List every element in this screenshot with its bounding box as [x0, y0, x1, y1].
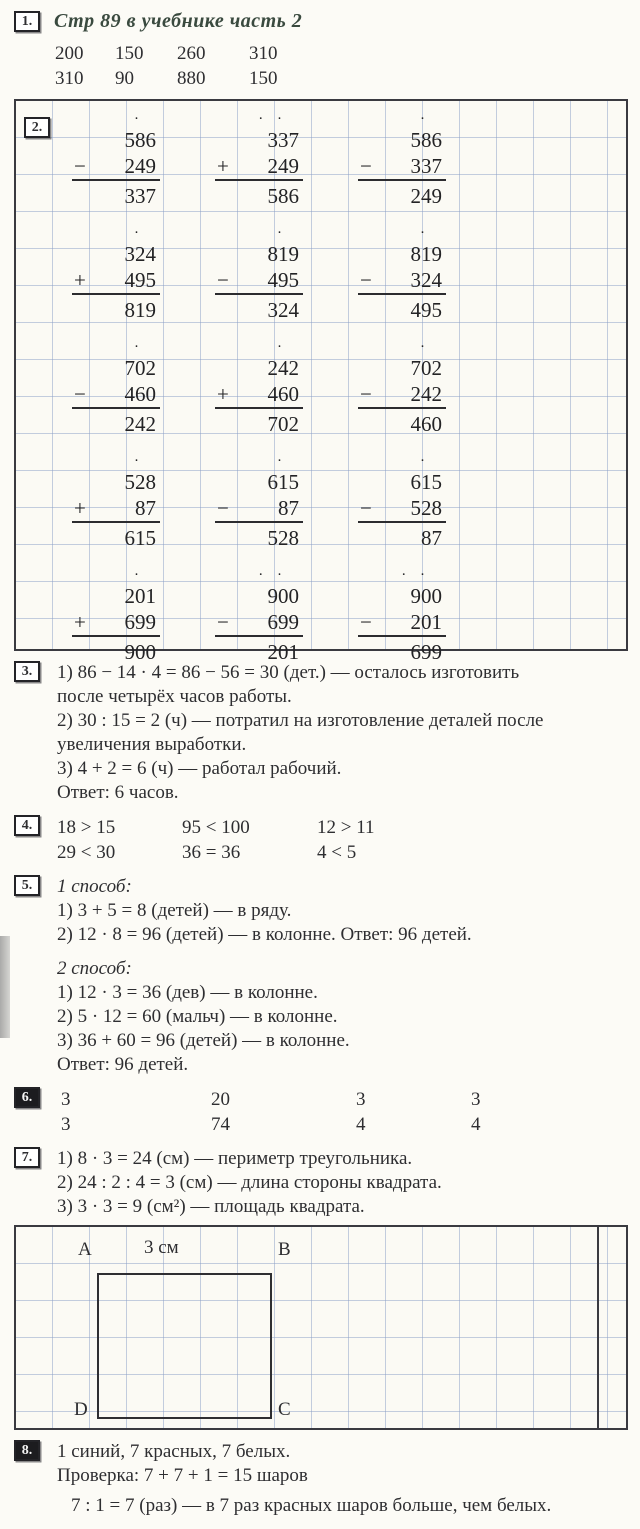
result: 699 [410, 640, 442, 664]
result: 460 [410, 412, 442, 436]
carry-dots: · [134, 111, 144, 127]
scan-artifact [0, 936, 10, 1038]
solution-line: 1 синий, 7 красных, 7 белых. [57, 1441, 291, 1462]
comparison: 29 < 30 [57, 842, 116, 863]
operator: + [74, 496, 86, 520]
way-1-title: 1 способ: [57, 876, 132, 897]
operator: − [360, 268, 372, 292]
square-abcd [97, 1273, 272, 1419]
carry-dots: · [277, 339, 287, 355]
task-4 [14, 815, 640, 865]
column-problem: · · 900 − 201 699 [358, 571, 446, 665]
result: 324 [267, 298, 299, 322]
answer-value: 74 [211, 1114, 230, 1135]
task-2-label: 2. [24, 117, 50, 138]
answer-value: 150 [249, 68, 278, 89]
column-problem: · 324 + 495 819 [72, 229, 160, 323]
task-4-comparisons [57, 815, 375, 865]
column-problem: · · 337 + 249 586 [215, 115, 303, 209]
answer-value: 90 [115, 68, 134, 89]
task-1-header-row [14, 10, 640, 33]
carry-dots: · [277, 453, 287, 469]
solution-line: 2) 5 · 12 = 60 (мальч) — в колонне. [57, 1006, 338, 1027]
side-length-label: 3 см [144, 1237, 179, 1258]
operator: − [360, 382, 372, 406]
operator: − [217, 268, 229, 292]
operator: + [74, 610, 86, 634]
result: 819 [124, 298, 156, 322]
operator: − [360, 154, 372, 178]
operator: − [217, 610, 229, 634]
column-problem: · 819 − 495 324 [215, 229, 303, 323]
task-7-label: 7. [14, 1147, 40, 1168]
result: 337 [124, 184, 156, 208]
column-problem: · 819 − 324 495 [358, 229, 446, 323]
task-5-label: 5. [14, 875, 40, 896]
task-7-figure-box [14, 1225, 628, 1430]
comparison: 18 > 15 [57, 817, 116, 838]
result: 242 [124, 412, 156, 436]
column-problem: · 615 − 528 87 [358, 457, 446, 551]
answer-value: 4 [356, 1114, 366, 1135]
result: 87 [421, 526, 442, 550]
task-5 [14, 875, 640, 1077]
carry-dots: · [134, 225, 144, 241]
carry-dots: · [277, 225, 287, 241]
carry-dots: · [420, 111, 430, 127]
solution-line: 2) 30 : 15 = 2 (ч) — потратил на изготовление деталей после [57, 710, 544, 731]
operator: − [360, 496, 372, 520]
comparison: 12 > 11 [317, 817, 375, 838]
result: 495 [410, 298, 442, 322]
answer-value: 3 [61, 1089, 71, 1110]
answer-value: 260 [177, 43, 206, 64]
page-title: Стр 89 в учебнике часть 2 [54, 10, 303, 32]
solution-line: 1) 86 − 14 · 4 = 86 − 56 = 30 (дет.) — осталось изготовить [57, 662, 520, 683]
task-3 [14, 661, 640, 805]
answer-value: 880 [177, 68, 206, 89]
column-problem: · 586 − 249 337 [72, 115, 160, 209]
task-6-answers [57, 1087, 481, 1137]
task-1-label: 1. [14, 11, 40, 32]
result: 702 [267, 412, 299, 436]
solution-line: 1) 8 · 3 = 24 (см) — периметр треугольника. [57, 1148, 413, 1169]
carry-dots: · [420, 225, 430, 241]
solution-line: 2) 24 : 2 : 4 = 3 (см) — длина стороны квадрата. [57, 1172, 442, 1193]
task-5-solution [57, 875, 472, 1077]
column-problem: · · 900 − 699 201 [215, 571, 303, 665]
answer-value: 310 [55, 68, 84, 89]
answer-line: 7 : 1 = 7 (раз) — в 7 раз красных шаров больше, чем белых. [71, 1495, 552, 1516]
corner-label-c: C [278, 1399, 291, 1420]
way-2-title: 2 способ: [57, 958, 132, 979]
comparison: 4 < 5 [317, 842, 357, 863]
task-3-label: 3. [14, 661, 40, 682]
solution-line: 1) 3 + 5 = 8 (детей) — в ряду. [57, 900, 292, 921]
result: 201 [267, 640, 299, 664]
task-8-label: 8. [14, 1440, 40, 1461]
column-problem: · 615 − 87 528 [215, 457, 303, 551]
corner-label-a: A [78, 1239, 92, 1260]
solution-line: 3) 36 + 60 = 96 (детей) — в колонне. [57, 1030, 350, 1051]
solution-line: после четырёх часов работы. [57, 686, 292, 707]
operator: + [217, 154, 229, 178]
carry-dots: · · [258, 567, 287, 583]
answer-value: 3 [471, 1089, 481, 1110]
carry-dots: · · [401, 567, 430, 583]
task-8 [14, 1440, 640, 1518]
task-4-label: 4. [14, 815, 40, 836]
solution-line: 1) 12 · 3 = 36 (дев) — в колонне. [57, 982, 318, 1003]
answer-value: 3 [61, 1114, 71, 1135]
page-margin-line [597, 1227, 599, 1428]
result: 615 [124, 526, 156, 550]
result: 900 [124, 640, 156, 664]
answer-value: 20 [211, 1089, 230, 1110]
result: 586 [267, 184, 299, 208]
solution-line: 3) 3 · 3 = 9 (см²) — площадь квадрата. [57, 1196, 365, 1217]
column-problem: · 702 − 242 460 [358, 343, 446, 437]
task-6-label: 6. [14, 1087, 40, 1108]
carry-dots: · [420, 453, 430, 469]
answer-value: 200 [55, 43, 84, 64]
answer-line: Ответ: 6 часов. [57, 782, 179, 803]
answer-value: 4 [471, 1114, 481, 1135]
operator: − [74, 382, 86, 406]
comparison: 95 < 100 [182, 817, 250, 838]
column-arithmetic-grid [72, 111, 446, 665]
carry-dots: · [134, 339, 144, 355]
corner-label-b: B [278, 1239, 291, 1260]
task-2-box [14, 99, 628, 664]
operator: + [217, 382, 229, 406]
answer-value: 150 [115, 43, 144, 64]
task-8-solution [57, 1440, 551, 1518]
answer-value: 310 [249, 43, 278, 64]
result: 249 [410, 184, 442, 208]
solution-line: увеличения выработки. [57, 734, 247, 755]
corner-label-d: D [74, 1399, 88, 1420]
solution-line: 3) 4 + 2 = 6 (ч) — работал рабочий. [57, 758, 342, 779]
comparison: 36 = 36 [182, 842, 241, 863]
carry-dots: · [134, 567, 144, 583]
column-problem: · 528 + 87 615 [72, 457, 160, 551]
column-problem: · 201 + 699 900 [72, 571, 160, 665]
answer-value: 3 [356, 1089, 366, 1110]
operator: − [360, 610, 372, 634]
solution-line: 2) 12 · 8 = 96 (детей) — в колонне. Ответ: 96 детей. [57, 924, 472, 945]
carry-dots: · [134, 453, 144, 469]
operator: − [74, 154, 86, 178]
task-6 [14, 1087, 640, 1137]
task-3-solution [57, 661, 544, 805]
carry-dots: · · [258, 111, 287, 127]
operator: − [217, 496, 229, 520]
operator: + [74, 268, 86, 292]
task-1-answers [55, 41, 640, 91]
solution-line: Проверка: 7 + 7 + 1 = 15 шаров [57, 1465, 308, 1486]
carry-dots: · [420, 339, 430, 355]
result: 528 [267, 526, 299, 550]
column-problem: · 242 + 460 702 [215, 343, 303, 437]
task-7 [14, 1147, 640, 1219]
answer-line: Ответ: 96 детей. [57, 1054, 189, 1075]
column-problem: · 586 − 337 249 [358, 115, 446, 209]
task-7-solution [57, 1147, 442, 1219]
column-problem: · 702 − 460 242 [72, 343, 160, 437]
